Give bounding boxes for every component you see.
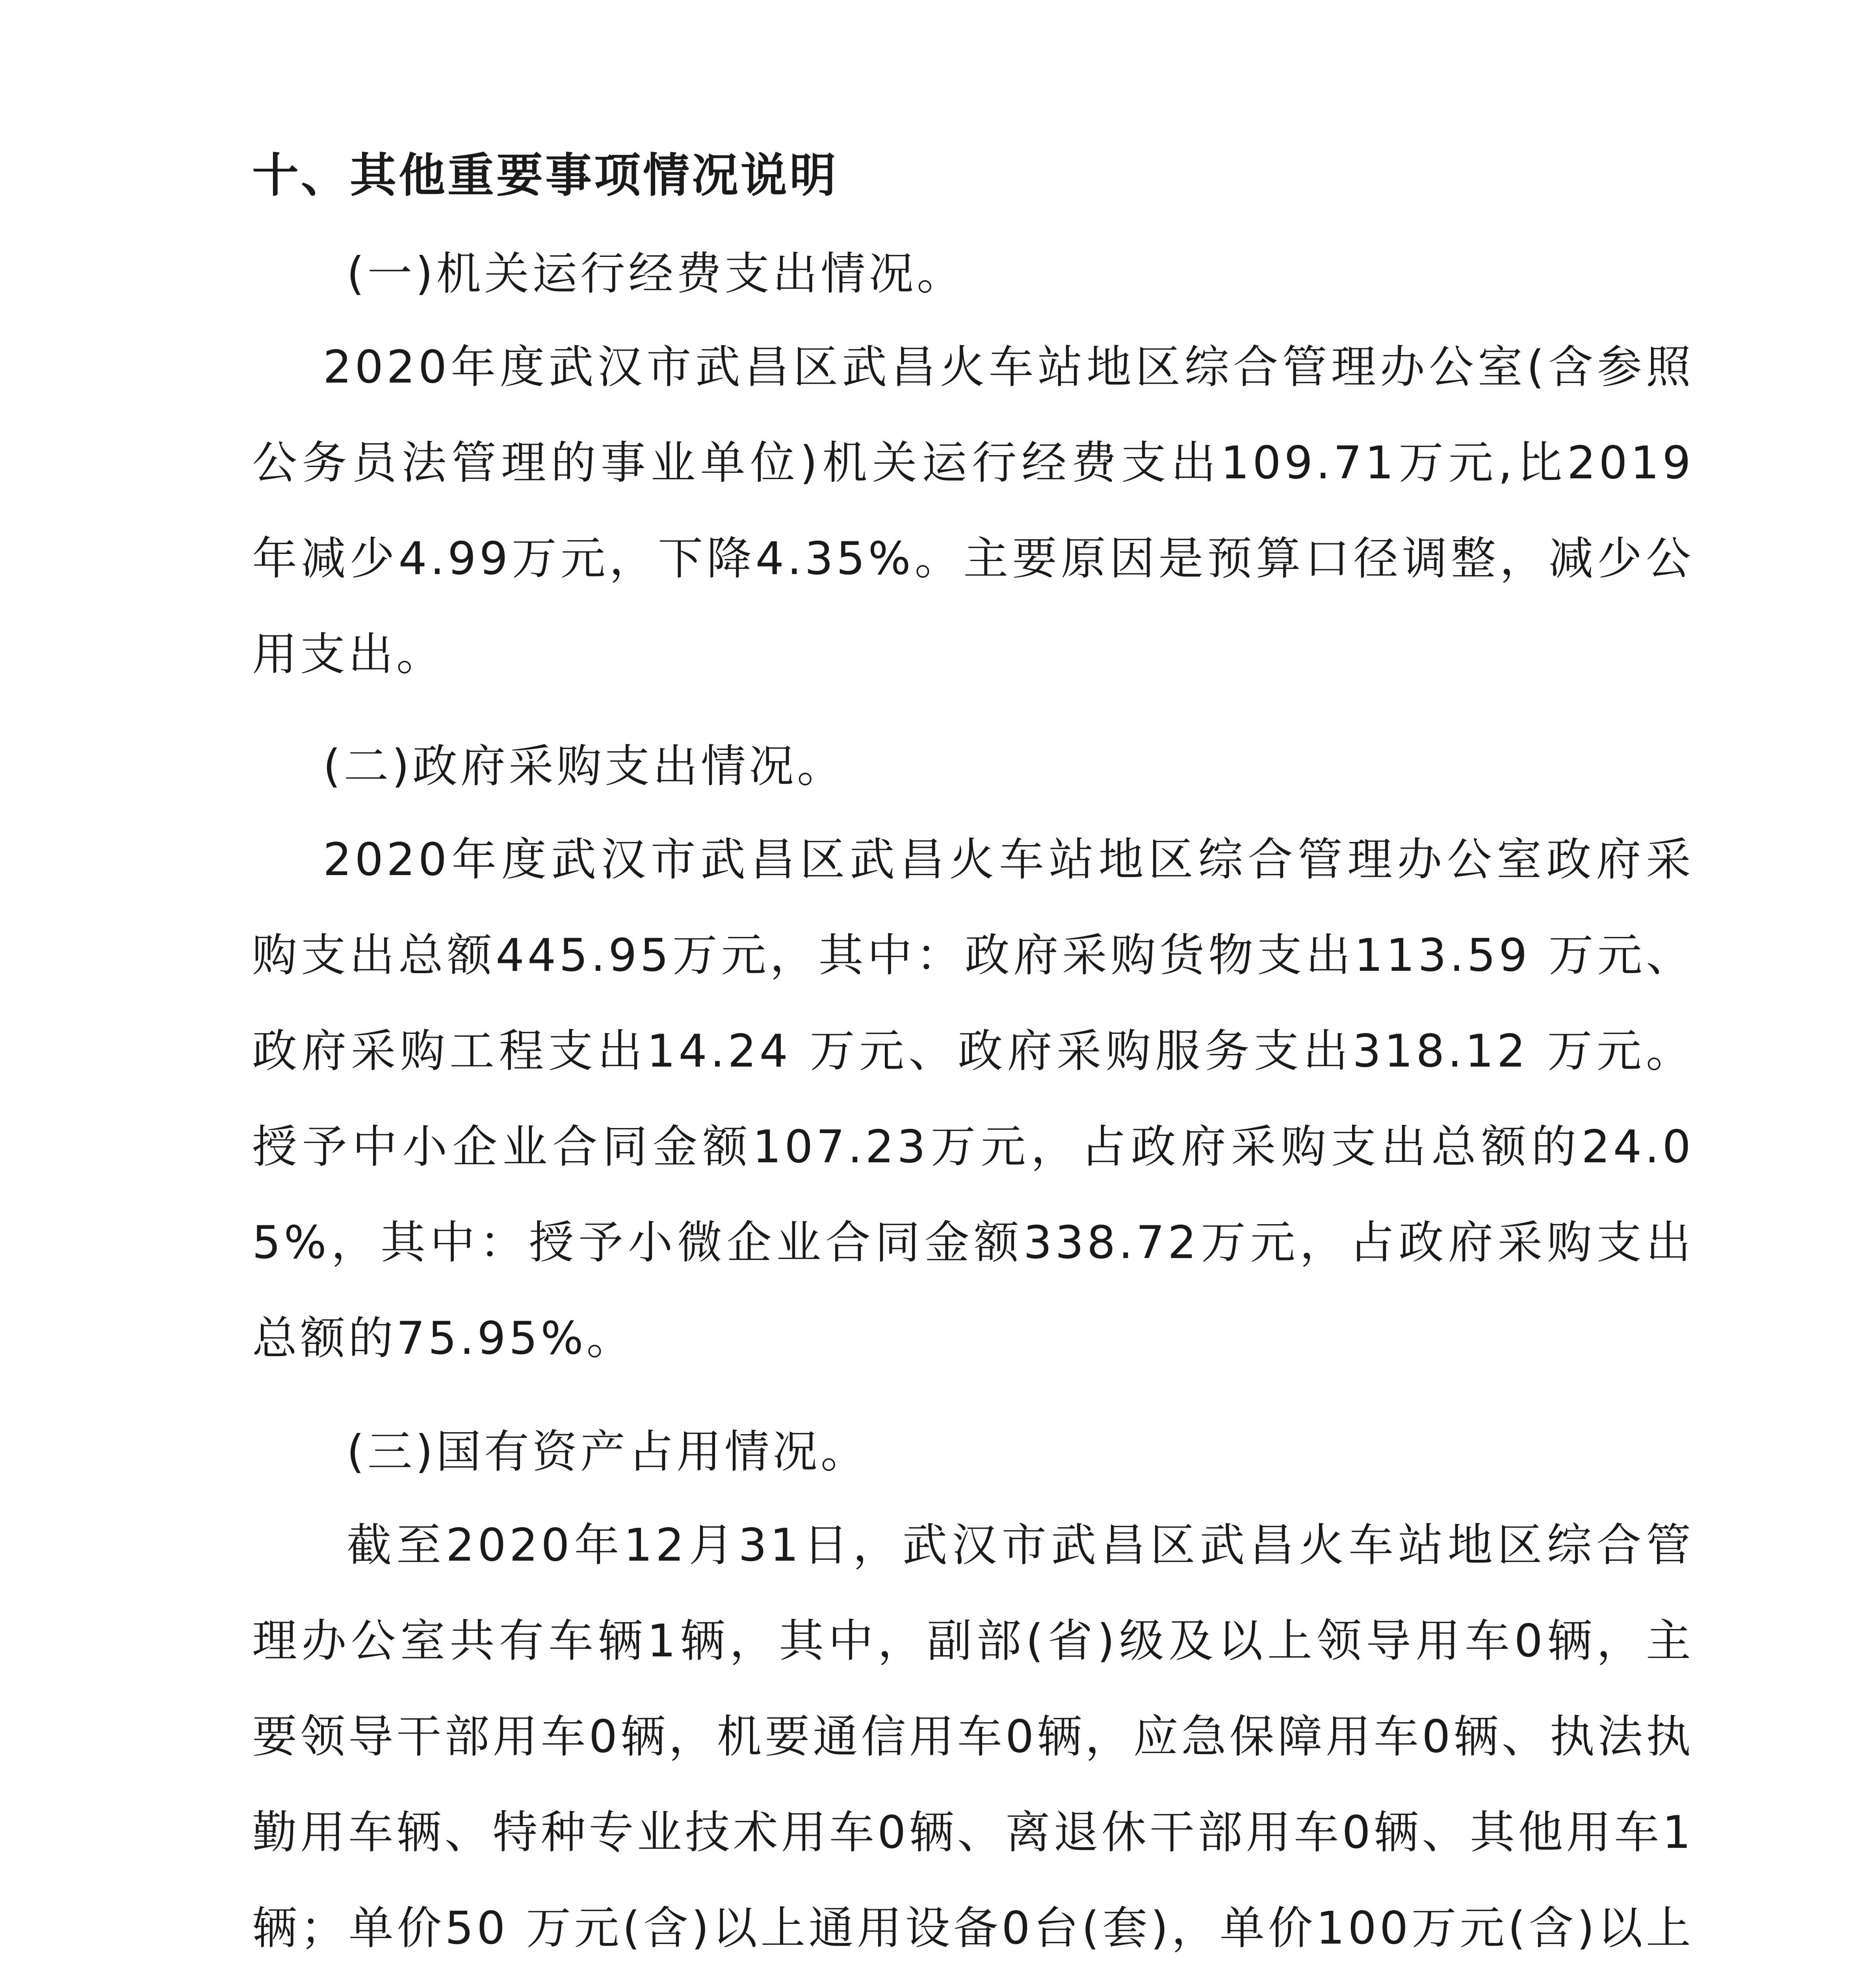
- paragraph-3: 截至2020年12月31日，武汉市武昌区武昌火车站地区综合管理办公室共有车辆1辆，其中，副部(省)级及以上领导用车0辆，主要领导干部用车0辆，机要通信用车0辆，应急保障用车0辆、执法执勤用车辆、特种专业技术用车0辆、离退休干部用车0辆、其他用车1辆；单价50 万元(含)以上通用设备0台(套)，单价100万元(含)以上: [252, 1519, 1694, 1954]
- section-heading: 十、其他重要事项情况说明: [252, 148, 839, 203]
- paragraph-1: 2020年度武汉市武昌区武昌火车站地区综合管理办公室(含参照公务员法管理的事业单位)机关运行经费支出109.71万元,比2019年减少4.99万元，下降4.35%。主要原因是预算口径调整，减少公用支出。: [252, 341, 1694, 680]
- subsection-title-1: (一)机关运行经费支出情况。: [347, 247, 965, 300]
- subsection-title-3: (三)国有资产占用情况。: [347, 1425, 869, 1478]
- subsection-title-2: (二)政府采购支出情况。: [323, 740, 845, 792]
- paragraph-2: 2020年度武汉市武昌区武昌火车站地区综合管理办公室政府采购支出总额445.95万元，其中：政府采购货物支出113.59 万元、政府采购工程支出14.24 万元、政府采购服务支出318.12 万元。授予中小企业合同金额107.23万元，占政府采购支出总额的24.05%，其中：授予小微企业合同金额338.72万元，占政府采购支出总额的75.95%。: [252, 833, 1694, 1364]
